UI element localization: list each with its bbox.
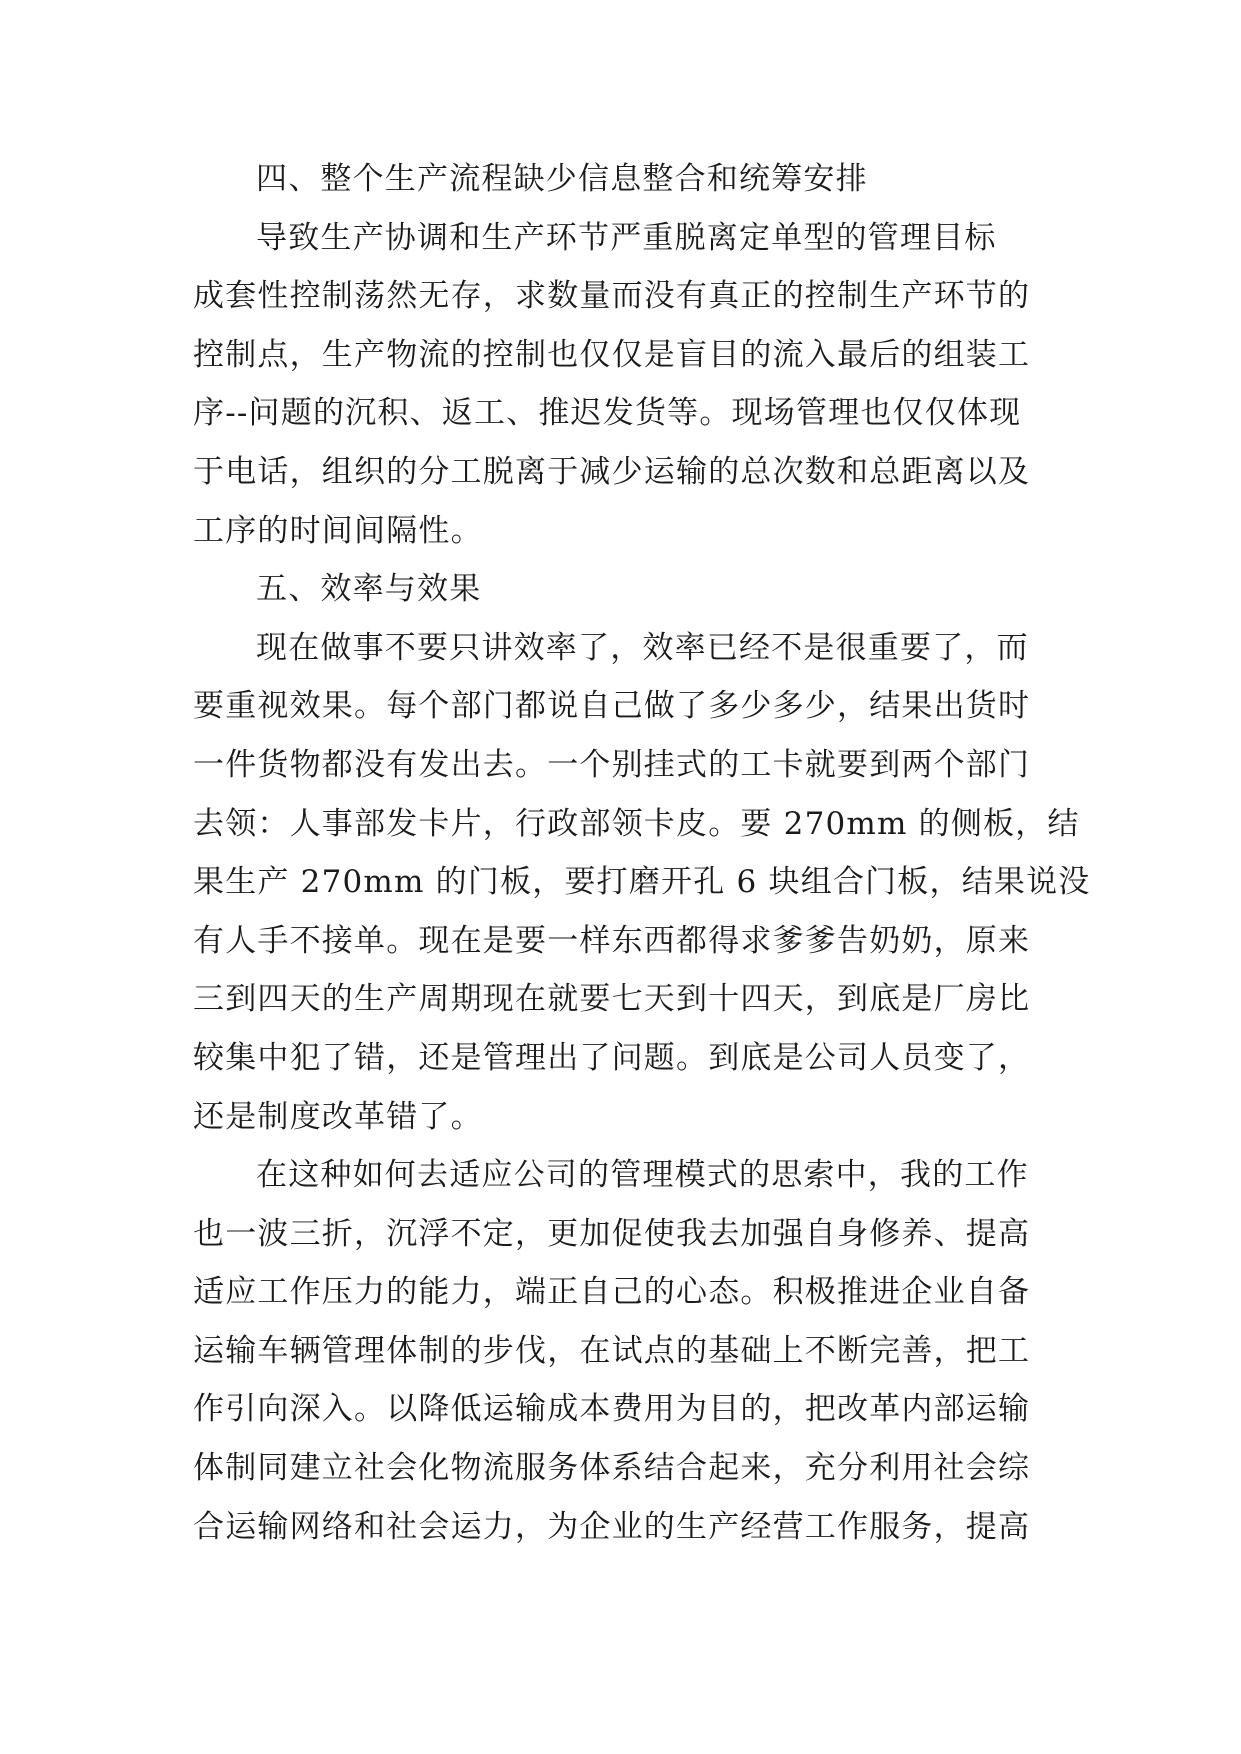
paragraph-line: 一件货物都没有发出去。一个别挂式的工卡就要到两个部门 bbox=[193, 746, 1031, 783]
paragraph-line: 成套性控制荡然无存，求数量而没有真正的控制生产环节的 bbox=[193, 278, 1031, 315]
paragraph-line: 工序的时间间隔性。 bbox=[193, 512, 483, 549]
paragraph-line: 还是制度改革错了。 bbox=[193, 1098, 483, 1135]
paragraph-line: 合运输网络和社会运力，为企业的生产经营工作服务，提高 bbox=[193, 1508, 1031, 1545]
paragraph-line: 三到四天的生产周期现在就要七天到十四天，到底是厂房比 bbox=[193, 981, 1031, 1018]
paragraph-line: 导致生产协调和生产环节严重脱离定单型的管理目标 bbox=[256, 219, 997, 256]
paragraph-line: 序--问题的沉积、返工、推迟发货等。现场管理也仅仅体现 bbox=[193, 395, 1022, 432]
document-body bbox=[193, 150, 1091, 1556]
paragraph-line: 也一波三折，沉浮不定，更加促使我去加强自身修养、提高 bbox=[193, 1215, 1031, 1252]
paragraph-line: 于电话，组织的分工脱离于减少运输的总次数和总距离以及 bbox=[193, 453, 1031, 490]
paragraph-line: 作引向深入。以降低运输成本费用为目的，把改革内部运输 bbox=[193, 1391, 1031, 1428]
paragraph-line: 果生产 270mm 的门板，要打磨开孔 6 块组合门板，结果说没 bbox=[193, 864, 1091, 901]
paragraph-line: 运输车辆管理体制的步伐，在试点的基础上不断完善，把工 bbox=[193, 1332, 1031, 1369]
paragraph-line: 要重视效果。每个部门都说自己做了多少多少，结果出货时 bbox=[193, 688, 1031, 725]
paragraph-line: 较集中犯了错，还是管理出了问题。到底是公司人员变了， bbox=[193, 1039, 1031, 1076]
paragraph-line: 在这种如何去适应公司的管理模式的思索中，我的工作 bbox=[256, 1157, 1029, 1194]
paragraph-line: 去领：人事部发卡片，行政部领卡皮。要 270mm 的侧板，结 bbox=[193, 805, 1080, 842]
paragraph-line: 适应工作压力的能力，端正自己的心态。积极推进企业自备 bbox=[193, 1274, 1031, 1311]
paragraph-line: 现在做事不要只讲效率了，效率已经不是很重要了，而 bbox=[256, 629, 1029, 666]
paragraph-line: 控制点，生产物流的控制也仅仅是盲目的流入最后的组装工 bbox=[193, 336, 1031, 373]
paragraph-line: 体制同建立社会化物流服务体系结合起来，充分利用社会综 bbox=[193, 1450, 1031, 1487]
section-heading-5: 五、效率与效果 bbox=[256, 571, 482, 608]
paragraph-line: 有人手不接单。现在是要一样东西都得求爹爹告奶奶，原来 bbox=[193, 922, 1031, 959]
section-heading-4: 四、整个生产流程缺少信息整合和统筹安排 bbox=[256, 161, 868, 197]
